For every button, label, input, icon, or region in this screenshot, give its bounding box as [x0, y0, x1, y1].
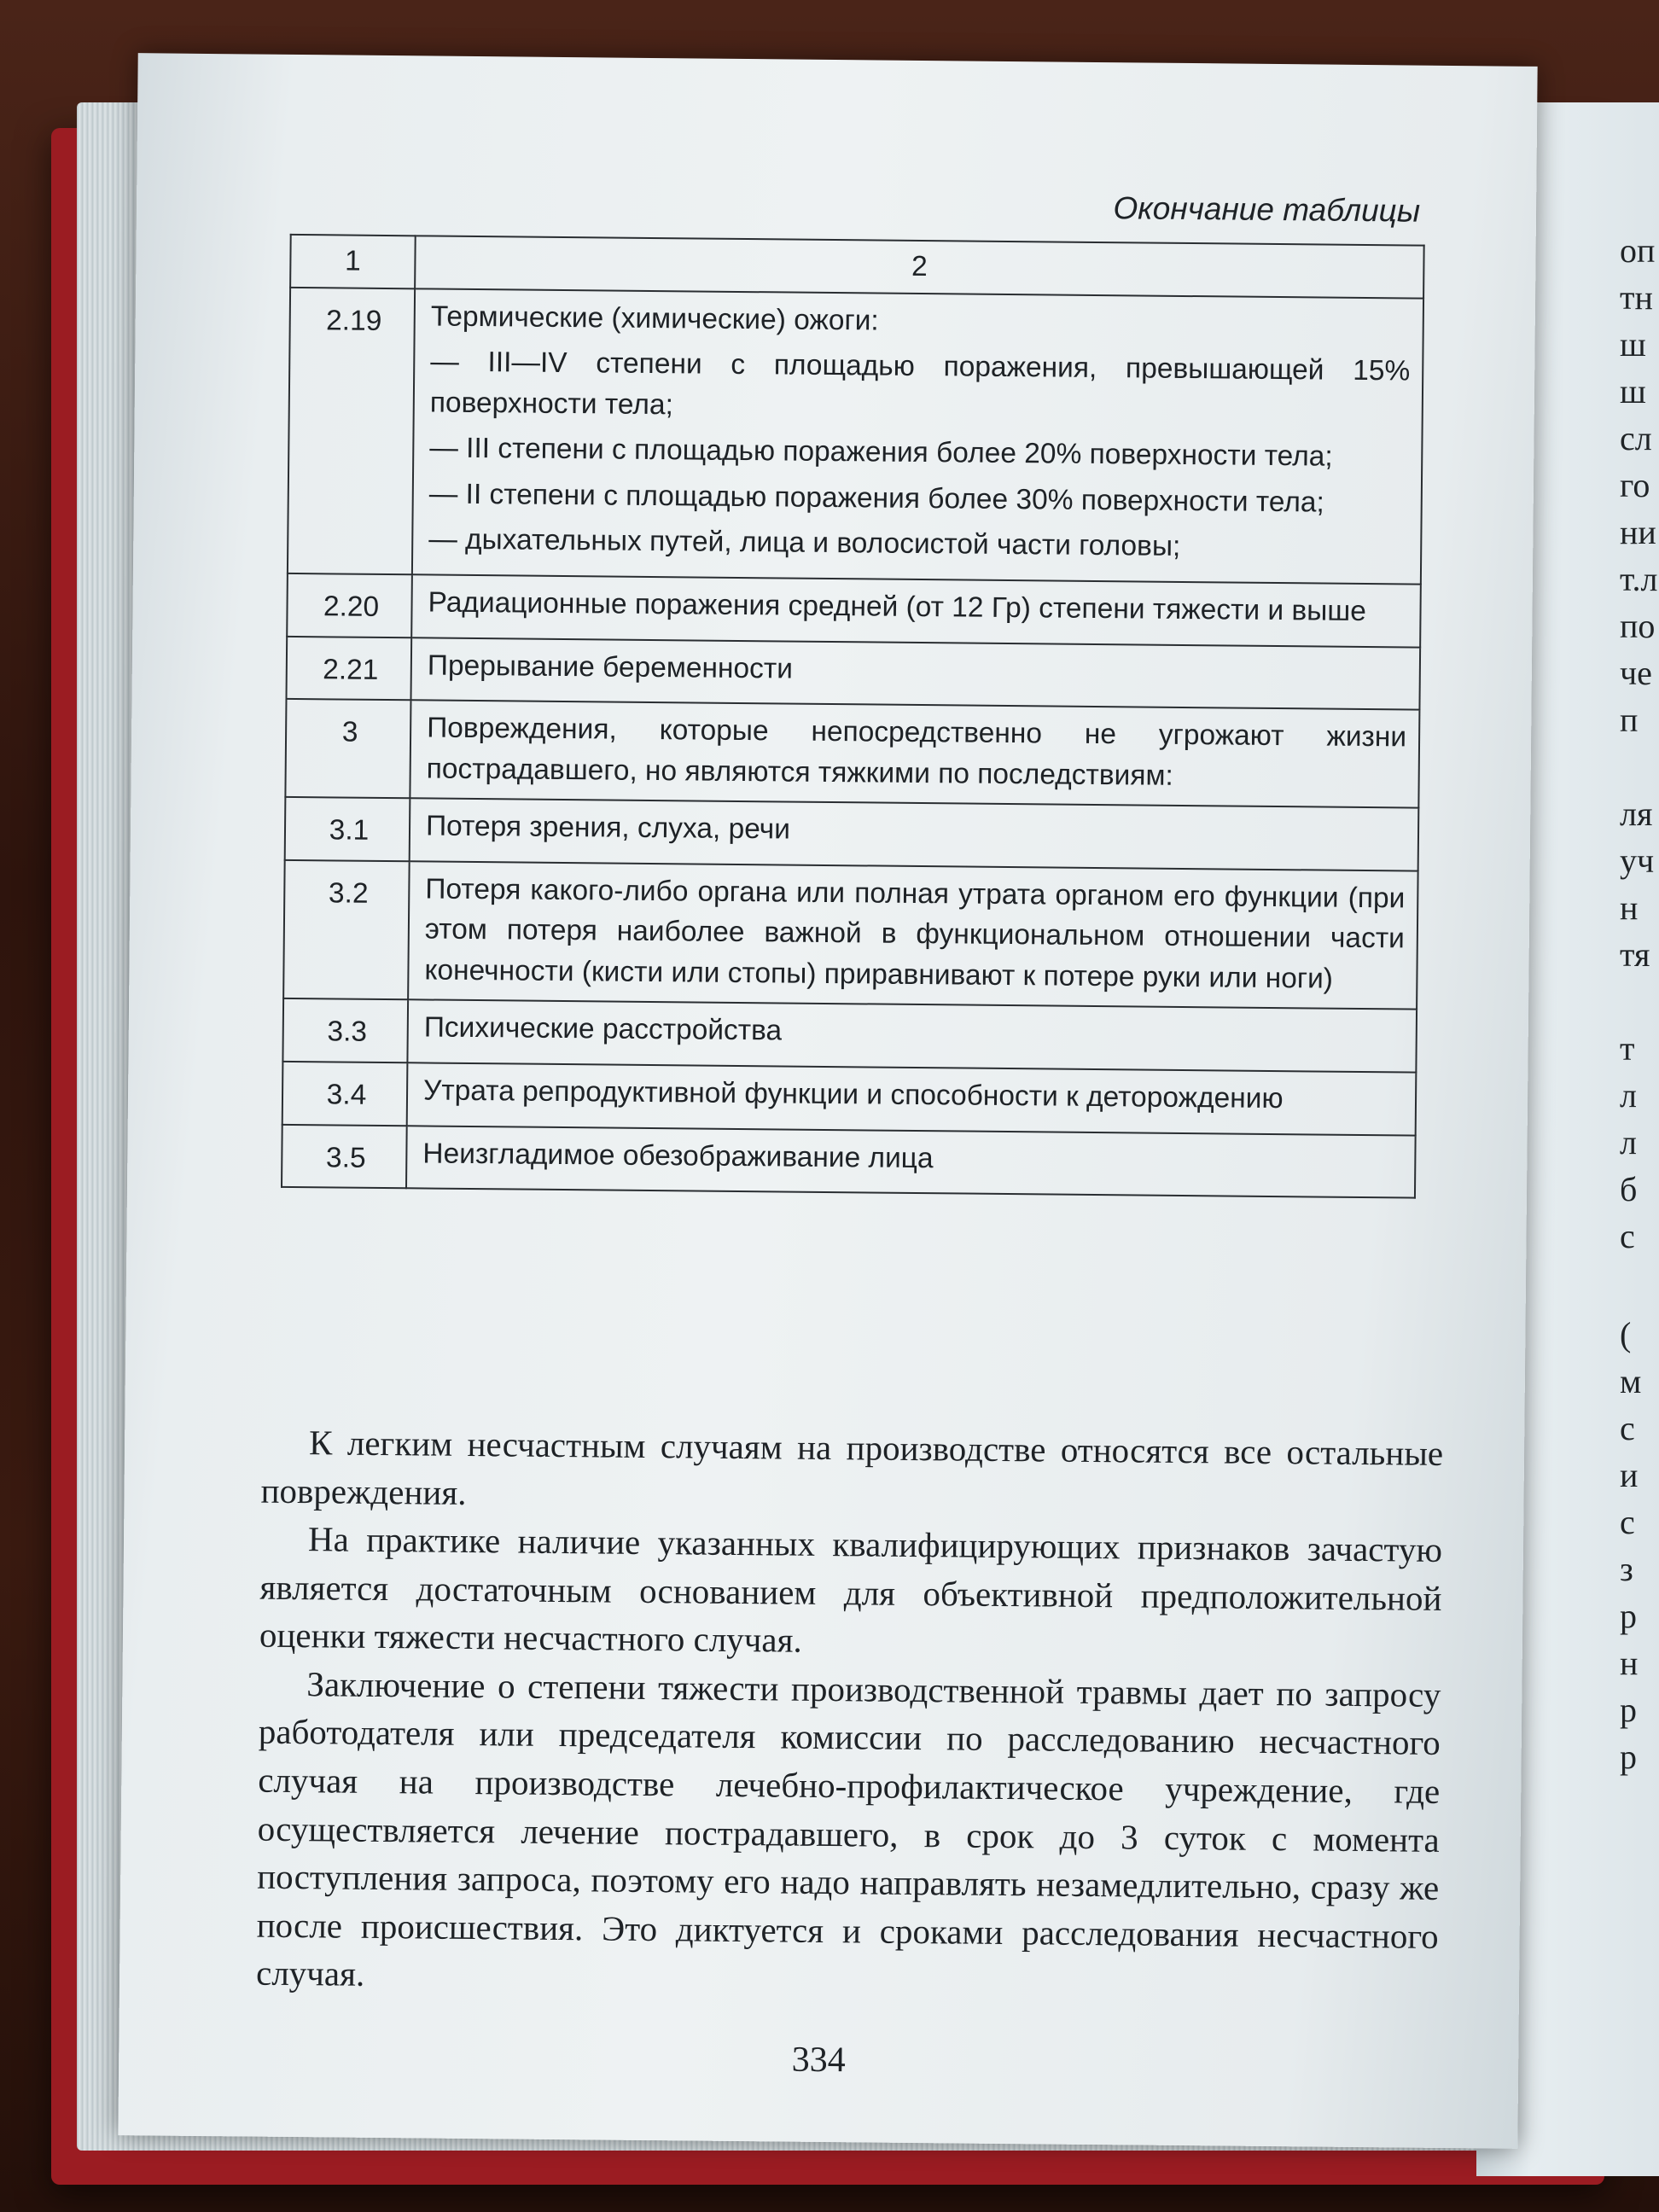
- row-text: Повреждения, которые непосредственно не угрожают жизни пострадавшего, но являются тяжкими по последствиям:: [410, 700, 1419, 807]
- table-row: [285, 797, 1419, 870]
- paragraph: К легким несчастным случаям на производстве относятся все остальные повреждения.: [260, 1423, 1444, 1512]
- right-page-fragment: р: [1620, 1597, 1637, 1635]
- row-line: — III степени с площадью поражения более 20% поверхности тела;: [429, 432, 1333, 473]
- right-page-fragment: ш: [1620, 372, 1646, 410]
- right-page-fragment: ни: [1620, 513, 1656, 551]
- table-row: [287, 573, 1421, 647]
- row-number: 2.20: [287, 573, 412, 637]
- table-caption: Окончание таблицы: [1113, 190, 1421, 229]
- right-page-fragment: п: [1620, 701, 1639, 739]
- page-number: 334: [791, 2040, 846, 2081]
- right-page-fragment: с: [1620, 1409, 1635, 1447]
- row-text: [412, 288, 1423, 585]
- right-page-fragment: по: [1620, 607, 1656, 645]
- right-page-fragment: уч: [1620, 841, 1655, 880]
- row-number: 3.4: [282, 1062, 408, 1126]
- row-text: Утрата репродуктивной функции и способности к деторождению: [407, 1062, 1417, 1135]
- right-page-fragment: н: [1620, 1644, 1639, 1682]
- row-number: 2.21: [286, 636, 411, 700]
- row-text: Прерывание беременности: [410, 637, 1420, 710]
- column-header: 1: [290, 235, 416, 288]
- table-row: [288, 287, 1423, 584]
- row-number: 3.3: [282, 998, 408, 1062]
- table-row: [285, 699, 1419, 808]
- right-page-fragment: з: [1620, 1550, 1633, 1588]
- paragraph: Заключение о степени тяжести производственной травмы дает по запросу работодателя или председателя комиссии по расследованию несчастного случая на производстве лечебно-профилактическое учреждение, где осуществляется лечение пострадавшего, в срок до 3 суток с момента поступления запроса, поэтому его надо направлять незамедлительно, сразу же после происшествия. Это диктуется и сроками расследования несчастного случая.: [255, 1664, 1441, 1994]
- right-page-fragment: тн: [1620, 278, 1653, 317]
- right-page-fragment: тя: [1620, 935, 1650, 974]
- right-page-fragment: р: [1620, 1691, 1637, 1729]
- right-page-fragment: т: [1620, 1029, 1635, 1068]
- row-line: — II степени с площадью поражения более 30% поверхности тела;: [428, 478, 1325, 519]
- right-page-fragment: с: [1620, 1217, 1635, 1255]
- table-row: [282, 1124, 1416, 1197]
- row-line: — дыхательных путей, лица и волосистой части головы;: [428, 523, 1181, 563]
- row-number: 2.19: [288, 287, 415, 574]
- paragraph: На практике наличие указанных квалифицирующих признаков зачастую является достаточным основанием для объективной предположительной оценки тяжести несчастного случая.: [259, 1519, 1443, 1661]
- table-row: [282, 998, 1417, 1072]
- right-page-fragment: т.л: [1620, 560, 1658, 598]
- table-row: [286, 636, 1420, 709]
- table-row: [282, 1062, 1417, 1135]
- row-line: — III—IV степени с площадью поражения, превышающей 15% поверхности тела;: [429, 346, 1411, 421]
- right-page-fragment: оп: [1620, 231, 1656, 270]
- right-page-fragment: че: [1620, 654, 1652, 692]
- row-text: Потеря какого-либо органа или полная утрата органом его функции (при этом потеря наиболее важной в функциональном отношении части конечности (кисти или стопы) приравнивают к потере руки или ноги): [408, 861, 1418, 1010]
- body-text: [256, 1418, 1443, 2009]
- table-row: [283, 860, 1418, 1010]
- right-page-fragment: ш: [1620, 325, 1646, 364]
- right-page-fragment: и: [1620, 1456, 1639, 1494]
- right-page-fragment: ля: [1620, 795, 1653, 833]
- row-number: 3.1: [285, 797, 410, 861]
- book-page: [118, 53, 1537, 2149]
- right-page-fragment: с: [1620, 1503, 1635, 1541]
- row-text: Радиационные поражения средней (от 12 Гр) степени тяжести и выше: [411, 574, 1421, 647]
- right-page-fragment: м: [1620, 1362, 1642, 1400]
- column-header: 2: [415, 236, 1424, 298]
- right-page-fragment: сл: [1620, 419, 1652, 457]
- right-page-fragment: л: [1620, 1123, 1637, 1161]
- row-number: 3.5: [282, 1124, 407, 1188]
- row-text: Потеря зрения, слуха, речи: [410, 798, 1419, 870]
- right-page-fragment: б: [1620, 1170, 1638, 1208]
- row-text: Психические расстройства: [407, 1000, 1417, 1073]
- right-page-fragment: н: [1620, 888, 1639, 927]
- row-number: 3.2: [283, 860, 410, 1000]
- row-line: Термические (химические) ожоги:: [430, 300, 879, 337]
- row-number: 3: [285, 699, 410, 799]
- right-page-fragment: л: [1620, 1076, 1637, 1115]
- row-text: Неизгладимое обезображивание лица: [406, 1126, 1416, 1198]
- right-page-fragment: го: [1620, 466, 1650, 504]
- right-page-fragment: (: [1620, 1315, 1632, 1353]
- right-page-fragment: р: [1620, 1738, 1637, 1776]
- injury-table: [281, 234, 1425, 1199]
